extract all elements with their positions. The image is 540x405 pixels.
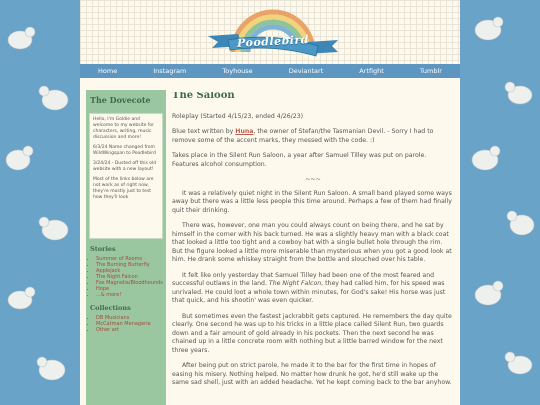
update-note: 6/3/24 Name changed from WildWingspan to Poodlebird <box>93 145 156 156</box>
story-link[interactable]: • The Burning Butterfly <box>96 262 166 268</box>
nav-artfight[interactable]: Artfight <box>359 67 384 75</box>
intro-text: Hello, I'm Goldie and welcome to my website for characters, writing, music discussion and more! <box>93 117 154 140</box>
story-paragraph: There was, however, one man you could always count on being there, and he sat by himself in the corner with his back turned. He was a slightly heavy man with a black coat that looked a little too tight and a cowboy hat with a single bullet hole through the rim. But the figure looked a little more miserable than mysterious when you got a good look at him. He drank some whiskey straight from the bottle and slouched over his table. <box>172 222 452 263</box>
story-text: It felt like only yesterday that Samuel Tilley had been one of the most feared and successful outlaws in the land. <box>172 271 435 287</box>
story-link[interactable]: • Applejack <box>96 268 166 274</box>
nickname-emphasis: The Night Falcon <box>268 280 322 287</box>
collection-link[interactable]: • Other art <box>96 327 166 333</box>
sidebar <box>86 90 166 405</box>
credit-text: Blue text written by <box>172 128 236 135</box>
nav-tumblr[interactable]: Tumblr <box>419 67 442 75</box>
nav-instagram[interactable]: Instagram <box>153 67 187 75</box>
stories-heading: Stories <box>90 245 116 253</box>
story-link[interactable]: • Hope <box>96 286 166 292</box>
nav-deviantart[interactable]: Deviantart <box>288 67 324 75</box>
page-title: The Saloon <box>172 92 235 101</box>
separator: ~~~ <box>305 176 321 183</box>
story-paragraph: After being put on strict parole, he made it to the bar for the first time in hopes of easing his misery. Nothing helped. No matter how drunk he got, he'd still wake up the same sad shell, just with an added headache. Yet he kept coming back to the bar anyhow. <box>172 362 452 386</box>
setting-paragraph: Takes place in the Silent Run Saloon, a year after Samuel Tilley was put on parole. Features alcohol consumption. <box>172 152 427 168</box>
stories-list <box>96 256 166 298</box>
logo-text: Poodlebird <box>236 33 310 50</box>
links-note: Most of the links below are not work as of right now, they're mostly just to test how they'll look <box>93 177 154 200</box>
story-paragraph: But sometimes even the fastest jackrabbit gets captured. He remembers the day quite clearly. One second he was up to his tricks in a little place called Silent Run, two guards down and a fair amount of gold already in his pockets. Then the next second he was chained up in a little concrete room with nothing but a little barred window for the next three years. <box>172 312 452 354</box>
story-link[interactable]: • The Night Falcon <box>96 274 166 280</box>
story-link[interactable]: • Summer of Rooms <box>96 256 166 262</box>
site-header <box>80 0 460 64</box>
author-link[interactable]: Huna <box>235 128 254 135</box>
credit-text: , the owner of Stefan/the Tasmanian Devil. - Sorry I had to remove some of the accent marks, they messed with the code. :) <box>172 128 434 144</box>
roleplay-meta: Roleplay (Started 4/15/23, ended 4/26/23) <box>172 112 304 120</box>
main-content <box>172 92 454 405</box>
collections-list <box>96 315 166 333</box>
nav-toyhouse[interactable]: Toyhouse <box>222 67 253 75</box>
story-paragraph <box>172 272 454 306</box>
story-paragraph: It was a relatively quiet night in the Silent Run Saloon. A small band played some ways away but there was a little less people this time around. Perhaps a few of them had finally quit their drinking. <box>172 189 452 214</box>
nav-home[interactable]: Home <box>98 67 118 75</box>
story-text: , they had called him, for his speed was unrivaled. He could loot a whole town within minutes, for God's sake! His horse was just that quick, and his shootin' was even quicker. <box>172 280 446 304</box>
sidebar-intro-box[interactable] <box>89 113 163 239</box>
site-logo[interactable] <box>198 2 348 62</box>
top-nav <box>80 64 460 78</box>
credit-paragraph <box>172 128 454 145</box>
sidebar-title: The Dovecote <box>90 95 151 105</box>
collection-link[interactable]: • McCatman Menagerie <box>96 321 166 327</box>
story-link[interactable]: • Fox Magnolia/Bloodhounds <box>96 280 166 286</box>
page-container <box>80 0 460 405</box>
update-note: 3/24/24 - Dusted off this old website with a new layout! <box>93 161 157 172</box>
story-link[interactable]: • ...& more! <box>96 292 166 298</box>
collections-heading: Collections <box>90 304 131 312</box>
collection-link[interactable]: • DB Musicians <box>96 315 166 321</box>
